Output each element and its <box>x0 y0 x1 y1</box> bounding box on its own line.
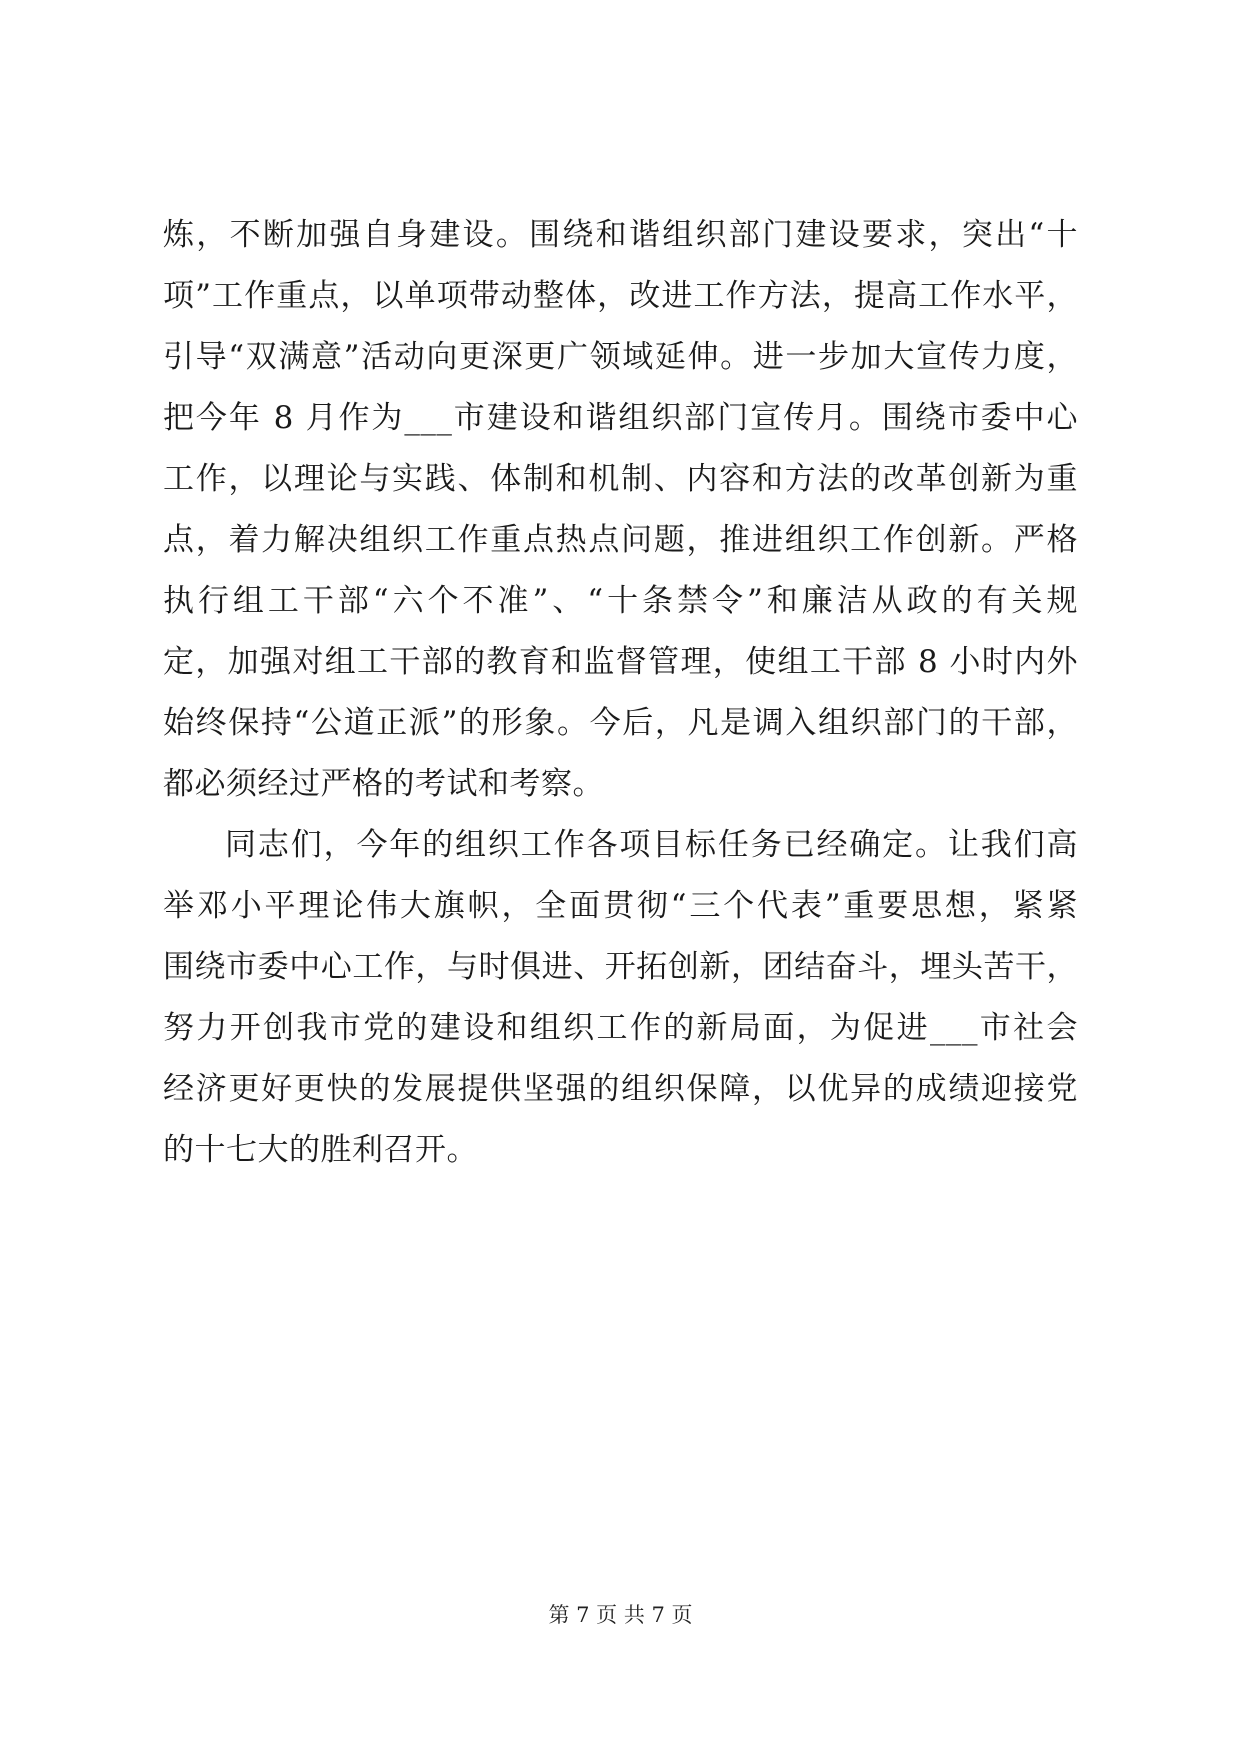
paragraph-2 <box>163 815 1078 1181</box>
text-line: 定，加强对组工干部的教育和监督管理，使组工干部 8 小时内外 <box>163 644 1078 680</box>
text-line: 围绕市委中心工作，与时俱进、开拓创新，团结奋斗，埋头苦干， <box>163 949 1078 985</box>
paragraph-1 <box>163 205 1078 815</box>
text-line: 把今年 8 月作为___市建设和谐组织部门宣传月。围绕市委中心 <box>163 400 1078 436</box>
text-line: 始终保持“公道正派”的形象。今后，凡是调入组织部门的干部， <box>163 705 1078 741</box>
text-line-first: 同志们，今年的组织工作各项目标任务已经确定。让我们高 <box>225 827 1078 863</box>
text-line-last: 的十七大的胜利召开。 <box>163 1132 478 1168</box>
text-line: 炼，不断加强自身建设。围绕和谐组织部门建设要求，突出“十 <box>163 217 1078 253</box>
text-line: 点，着力解决组织工作重点热点问题，推进组织工作创新。严格 <box>163 522 1078 558</box>
text-line: 项”工作重点，以单项带动整体，改进工作方法，提高工作水平， <box>163 278 1078 314</box>
text-line: 工作，以理论与实践、体制和机制、内容和方法的改革创新为重 <box>163 461 1078 497</box>
text-line: 经济更好更快的发展提供坚强的组织保障，以优异的成绩迎接党 <box>163 1071 1078 1107</box>
text-line: 举邓小平理论伟大旗帜，全面贯彻“三个代表”重要思想，紧紧 <box>163 888 1078 924</box>
document-body <box>163 205 1078 1181</box>
text-line: 引导“双满意”活动向更深更广领域延伸。进一步加大宣传力度， <box>163 339 1078 375</box>
text-line: 努力开创我市党的建设和组织工作的新局面，为促进___市社会 <box>163 1010 1078 1046</box>
text-line-last: 都必须经过严格的考试和考察。 <box>163 766 604 802</box>
text-line: 执行组工干部“六个不准”、“十条禁令”和廉洁从政的有关规 <box>163 583 1078 619</box>
page-footer: 第 7 页 共 7 页 <box>548 1603 693 1627</box>
